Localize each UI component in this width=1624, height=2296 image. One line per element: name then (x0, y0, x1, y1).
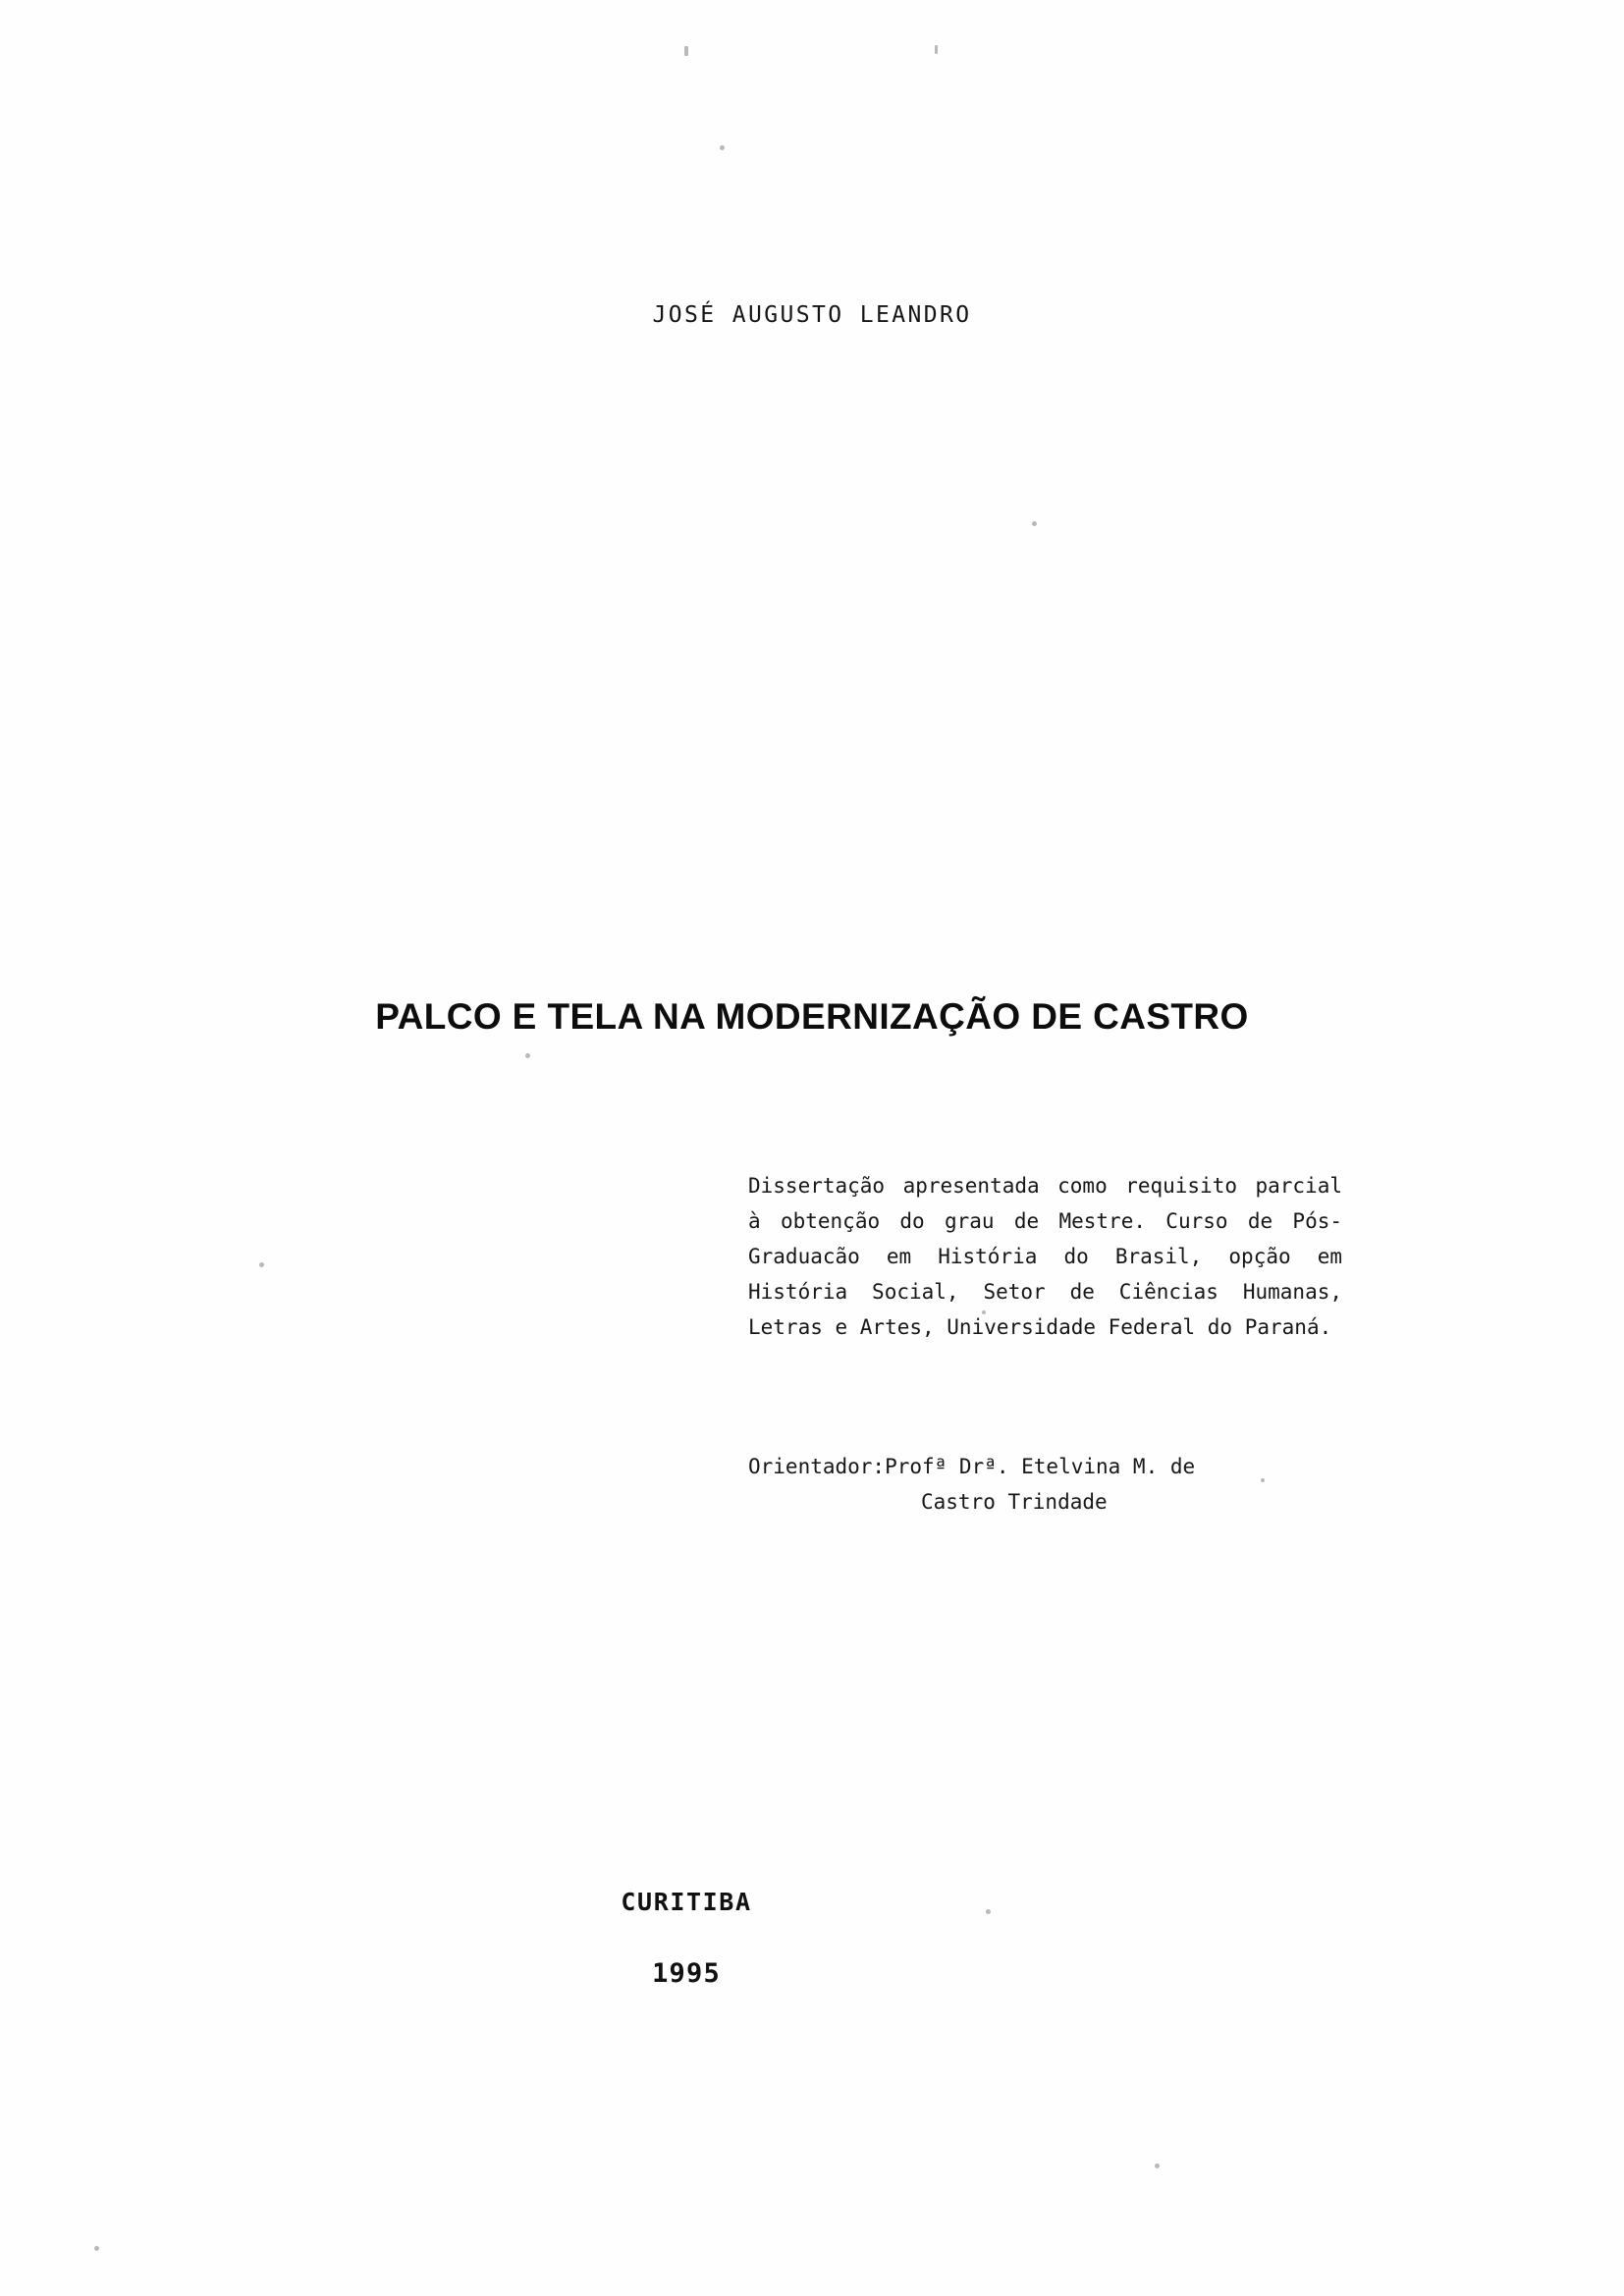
scan-speck-icon (94, 2246, 99, 2251)
author-name: JOSÉ AUGUSTO LEANDRO (652, 302, 972, 328)
advisor-line-2: Castro Trindade (921, 1490, 1108, 1514)
publication-year: 1995 (652, 1958, 721, 1989)
scan-speck-icon (1155, 2163, 1160, 2168)
page-title: PALCO E TELA NA MODERNIZAÇÃO DE CASTRO (375, 995, 1249, 1037)
scan-speck-icon (525, 1053, 530, 1058)
submission-statement (748, 1168, 1342, 1345)
scan-speck-icon (684, 46, 688, 56)
publication-city: CURITIBA (621, 1888, 752, 1916)
scan-speck-icon (259, 1262, 264, 1267)
scan-speck-icon (935, 45, 938, 54)
scan-speck-icon (1032, 521, 1037, 526)
advisor-block (748, 1414, 1357, 1555)
submission-statement-text: Dissertação apresentada como requisito parcial à obtenção do grau de Mestre. Curso de Pós-Graduacão em História do Brasil, opção em História Social, Setor de Ciências Humanas, Letras e Artes, Universidade Federal do Paraná. (748, 1174, 1342, 1339)
scan-speck-icon (720, 145, 725, 150)
advisor-line-1: Orientador:Profª Drª. Etelvina M. de (748, 1455, 1196, 1478)
